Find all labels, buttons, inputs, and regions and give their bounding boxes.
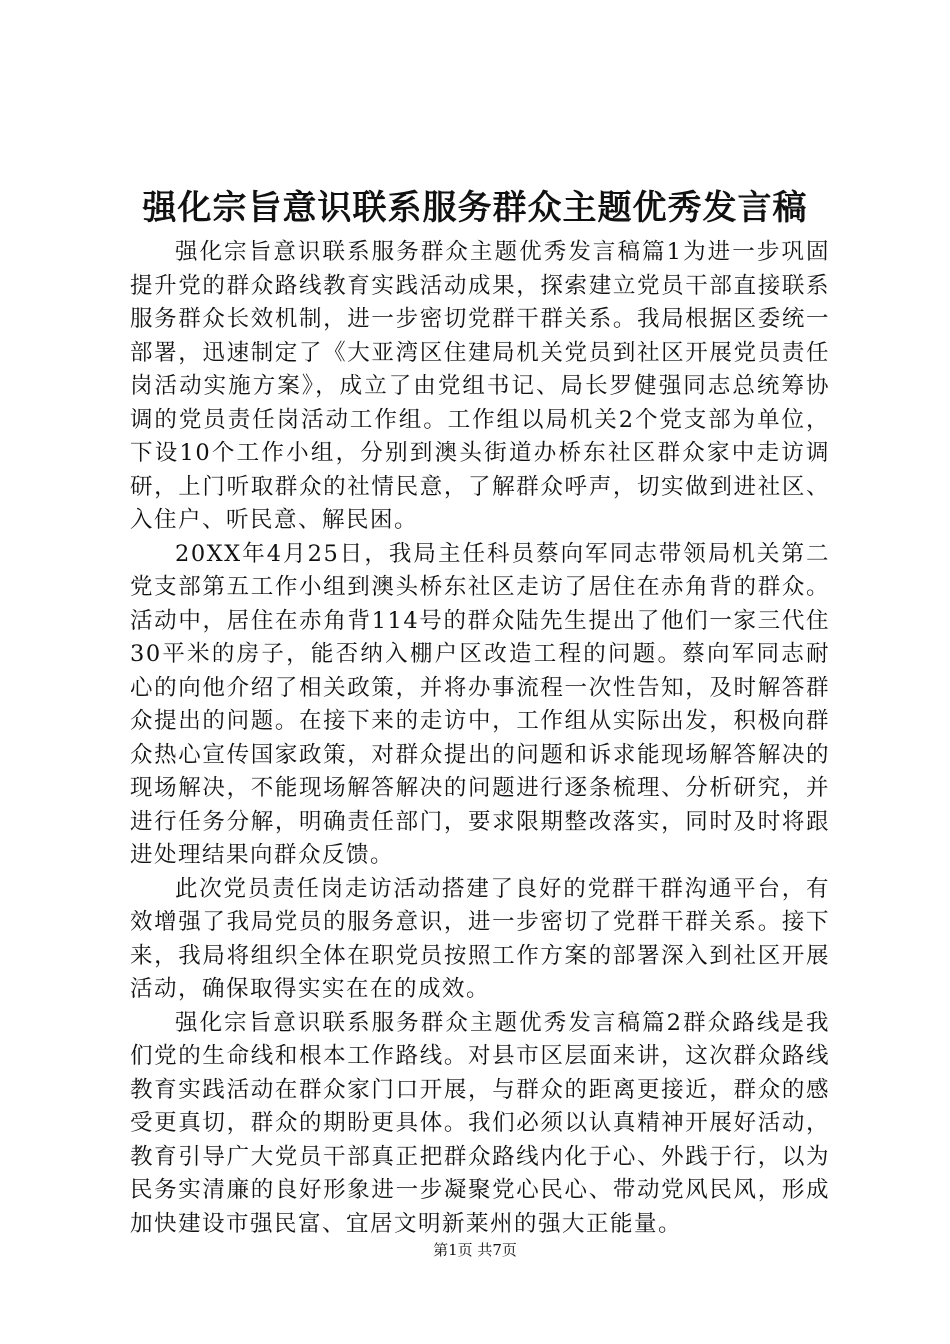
paragraph-1: 强化宗旨意识联系服务群众主题优秀发言稿篇1为进一步巩固提升党的群众路线教育实践活动成果，探索建立党员干部直接联系服务群众长效机制，进一步密切党群干群关系。我局根据区委统一部署，迅速制定了《大亚湾区住建局机关党员到社区开展党员责任岗活动实施方案》，成立了由党组书记、局长罗健强同志总统筹协调的党员责任岗活动工作组。工作组以局机关2个党支部为单位，下设10个工作小组，分别到澳头街道办桥东社区群众家中走访调研，上门听取群众的社情民意，了解群众呼声，切实做到进社区、入住户、听民意、解民困。 (130, 239, 830, 533)
document-body (130, 236, 830, 1241)
page-footer: 第1页 共7页 (433, 1241, 517, 1259)
document-title: 强化宗旨意识联系服务群众主题优秀发言稿 (142, 188, 808, 228)
paragraph-2: 20XX年4月25日，我局主任科员蔡向军同志带领局机关第二党支部第五工作小组到澳头桥东社区走访了居住在赤角背的群众。活动中，居住在赤角背114号的群众陆先生提出了他们一家三代住30平米的房子，能否纳入棚户区改造工程的问题。蔡向军同志耐心的向他介绍了相关政策，并将办事流程一次性告知，及时解答群众提出的问题。在接下来的走访中，工作组从实际出发，积极向群众热心宣传国家政策，对群众提出的问题和诉求能现场解答解决的现场解决，不能现场解答解决的问题进行逐条梳理、分析研究，并进行任务分解，明确责任部门，要求限期整改落实，同时及时将跟进处理结果向群众反馈。 (130, 540, 830, 868)
paragraph-3: 此次党员责任岗走访活动搭建了良好的党群干群沟通平台，有效增强了我局党员的服务意识，进一步密切了党群干群关系。接下来，我局将组织全体在职党员按照工作方案的部署深入到社区开展活动，确保取得实实在在的成效。 (130, 875, 830, 1002)
paragraph-4: 强化宗旨意识联系服务群众主题优秀发言稿篇2群众路线是我们党的生命线和根本工作路线。对县市区层面来讲，这次群众路线教育实践活动在群众家门口开展，与群众的距离更接近，群众的感受更真切，群众的期盼更具体。我们必须以认真精神开展好活动，教育引导广大党员干部真正把群众路线内化于心、外践于行，以为民务实清廉的良好形象进一步凝聚党心民心、带动党风民风，形成加快建设市强民富、宜居文明新莱州的强大正能量。 (130, 1009, 830, 1237)
